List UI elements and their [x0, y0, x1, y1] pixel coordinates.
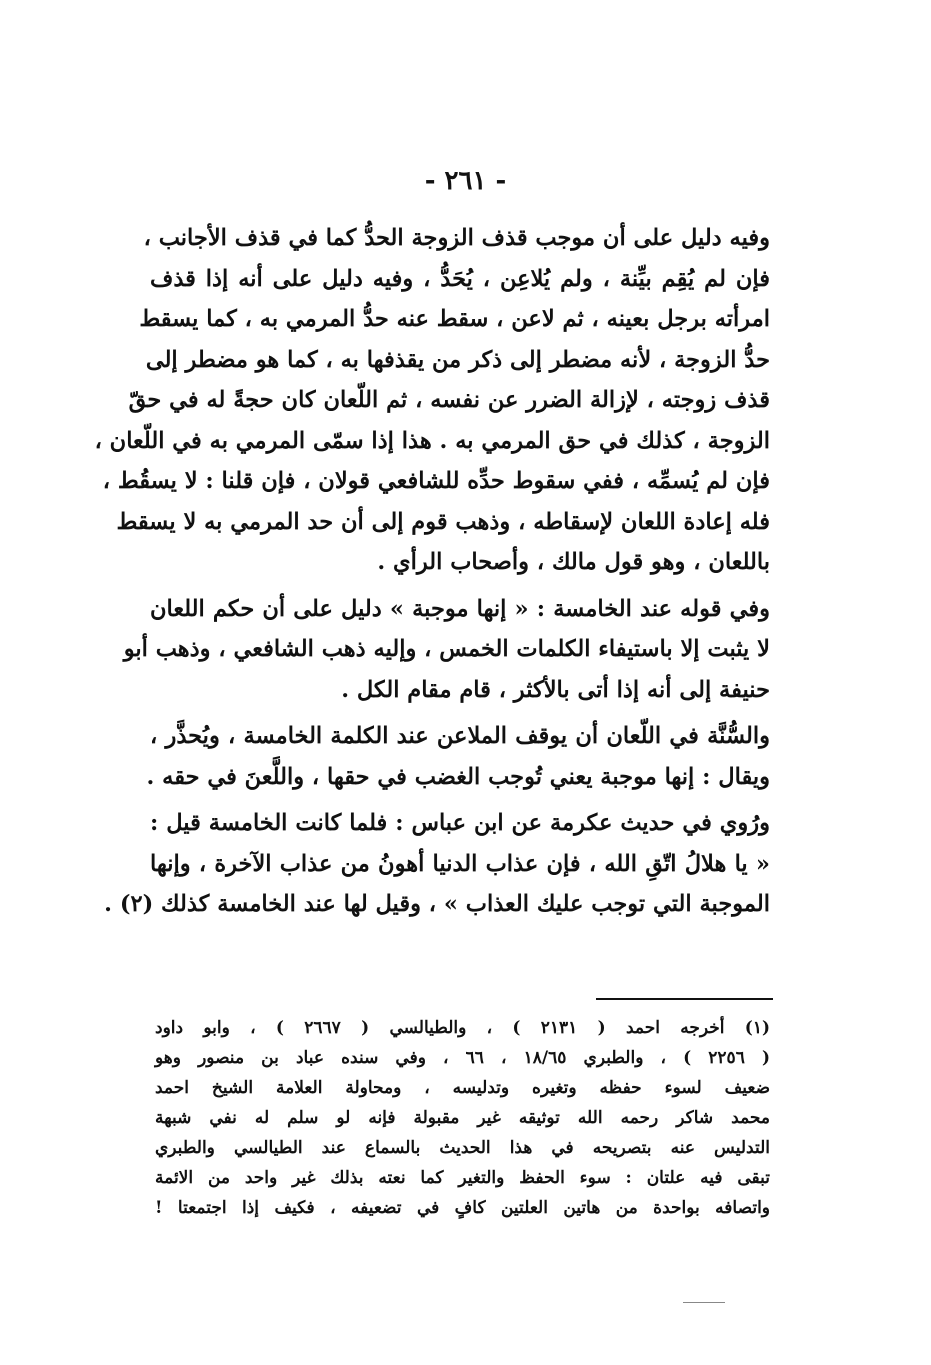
footnote-line: ضعيف لسوء حفظه وتغيره وتدليسه ، ومحاولة العلامة الشيخ احمد: [155, 1078, 770, 1098]
body-line: امرأته برجل بعينه ، ثم لاعن ، سقط عنه حدُّ المرمي به ، كما يسقط: [139, 306, 770, 332]
scan-mark: [683, 1302, 725, 1303]
footnote-line: محمد شاكر رحمه الله توثيقه غير مقبولة فإنه لو سلم له نفي شبهة: [155, 1108, 770, 1128]
body-line: الموجبة التي توجب عليك العذاب » ، وقيل لها عند الخامسة كذلك (٢) .: [104, 891, 770, 917]
body-line: فإن لم يُقِم بيِّنة ، ولم يُلاعِن ، يُحَدُّ ، وفيه دليل على أنه إذا قذف: [150, 265, 770, 292]
body-line: حنيفة إلى أنه إذا أتى بالأكثر ، قام مقام الكل .: [341, 676, 770, 703]
body-line: باللعان ، وهو قول مالك ، وأصحاب الرأي .: [377, 549, 770, 575]
body-line: فإن لم يُسمِّه ، ففي سقوط حدِّه للشافعي قولان ، فإن قلنا : لا يسقُط ،: [102, 468, 770, 494]
body-line: حدُّ الزوجة ، لأنه مضطر إلى ذكر من يقذفها به ، كما هو مضطر إلى: [145, 346, 770, 373]
footnote-divider: [596, 998, 773, 1000]
footnote-line: (١) أخرجه احمد ( ٢١٣١ ) ، والطيالسي ( ٢٦٦٧ ) ، وابو داود: [155, 1018, 770, 1038]
body-line: والسُّنَّة في اللّعان أن يوقف الملاعن عند الكلمة الخامسة ، ويُحذَّر ،: [150, 723, 770, 749]
body-line: ورُوي في حديث عكرمة عن ابن عباس : فلما كانت الخامسة قيل :: [150, 810, 770, 836]
body-line: « يا هلالُ اتّقِ الله ، فإن عذاب الدنيا أهونُ من عذاب الآخرة ، وإنها: [150, 850, 770, 877]
body-line: وفيه دليل على أن موجب قذف الزوجة الحدُّ كما في قذف الأجانب ،: [143, 225, 770, 251]
footnote-line: التدليس عنه بتصريحه في هذا الحديث بالسماع عند الطيالسي والطبري: [155, 1138, 770, 1158]
main-body-text: [94, 218, 770, 925]
body-line: لا يثبت إلا باستيفاء الكلمات الخمس ، وإليه ذهب الشافعي ، وذهب أبو: [123, 636, 770, 662]
footnote-line: ( ٢٢٥٦ ) ، والطبري ١٨/٦٥ ، ٦٦ ، وفي سنده عباد بن منصور وهو: [155, 1048, 770, 1068]
footnote-line: واتصافه بواحدة من هاتين العلتين كافٍ في تضعيفه ، فكيف إذا اجتمعتا !: [155, 1198, 770, 1218]
footnote-line: تبقى فيه علتان : سوء الحفظ والتغير كما نعته بذلك غير واحد من الائمة: [155, 1168, 770, 1188]
body-line: الزوجة ، كذلك في حق المرمي به . هذا إذا سمّى المرمي به في اللّعان ،: [94, 427, 770, 454]
footnotes: [155, 1013, 770, 1223]
body-line: ويقال : إنها موجبة يعني تُوجب الغضب في حقها ، واللَّعنَ في حقه .: [146, 763, 770, 790]
body-line: قذف زوجته ، لإزالة الضرر عن نفسه ، ثم اللّعان كان حجةً له في حقّ: [128, 387, 770, 413]
body-line: وفي قوله عند الخامسة : « إنها موجبة » دليل على أن حكم اللعان: [150, 595, 770, 622]
body-line: فله إعادة اللعان لإسقاطه ، وذهب قوم إلى أن حد المرمي به لا يسقط: [116, 508, 770, 535]
page-number: - ٢٦١ -: [424, 166, 507, 196]
